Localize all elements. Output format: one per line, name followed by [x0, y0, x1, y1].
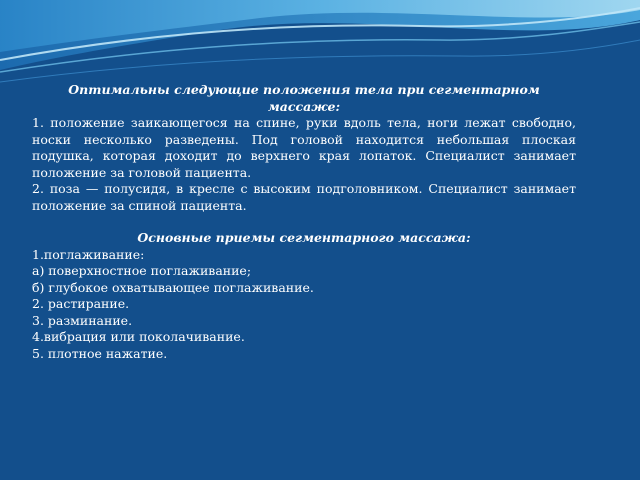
list-item: 1.поглаживание: — [32, 246, 145, 262]
heading-techniques: Основные приемы сегментарного массажа: — [137, 230, 471, 245]
list-item: а) поверхностное поглаживание; — [32, 263, 252, 278]
decorative-wave-header — [0, 0, 640, 90]
techniques-list — [32, 247, 576, 363]
list-item: 5. плотное нажатие. — [32, 345, 168, 361]
paragraph-position-1: 1. положение заикающегося на спине, руки вдоль тела, ноги лежат свободно, носки несколько разведены. Под головой находится небольшая плоская подушка, которая доходит до верхнего края лопаток. Специалист занимает положение за головой пациента. — [32, 115, 576, 180]
list-item: 4.вибрация или поколачивание. — [32, 329, 245, 344]
list-item: 2. растирание. — [32, 296, 130, 311]
slide-content — [32, 82, 576, 362]
spacer — [32, 214, 576, 230]
list-item: б) глубокое охватывающее поглаживание. — [32, 279, 314, 295]
list-item: 3. разминание. — [32, 312, 133, 328]
paragraph-position-2: 2. поза — полусидя, в кресле с высоким подголовником. Специалист занимает положение за спиной пациента. — [32, 181, 576, 213]
heading-positions: Оптимальны следующие положения тела при сегментарном массаже: — [68, 82, 540, 114]
